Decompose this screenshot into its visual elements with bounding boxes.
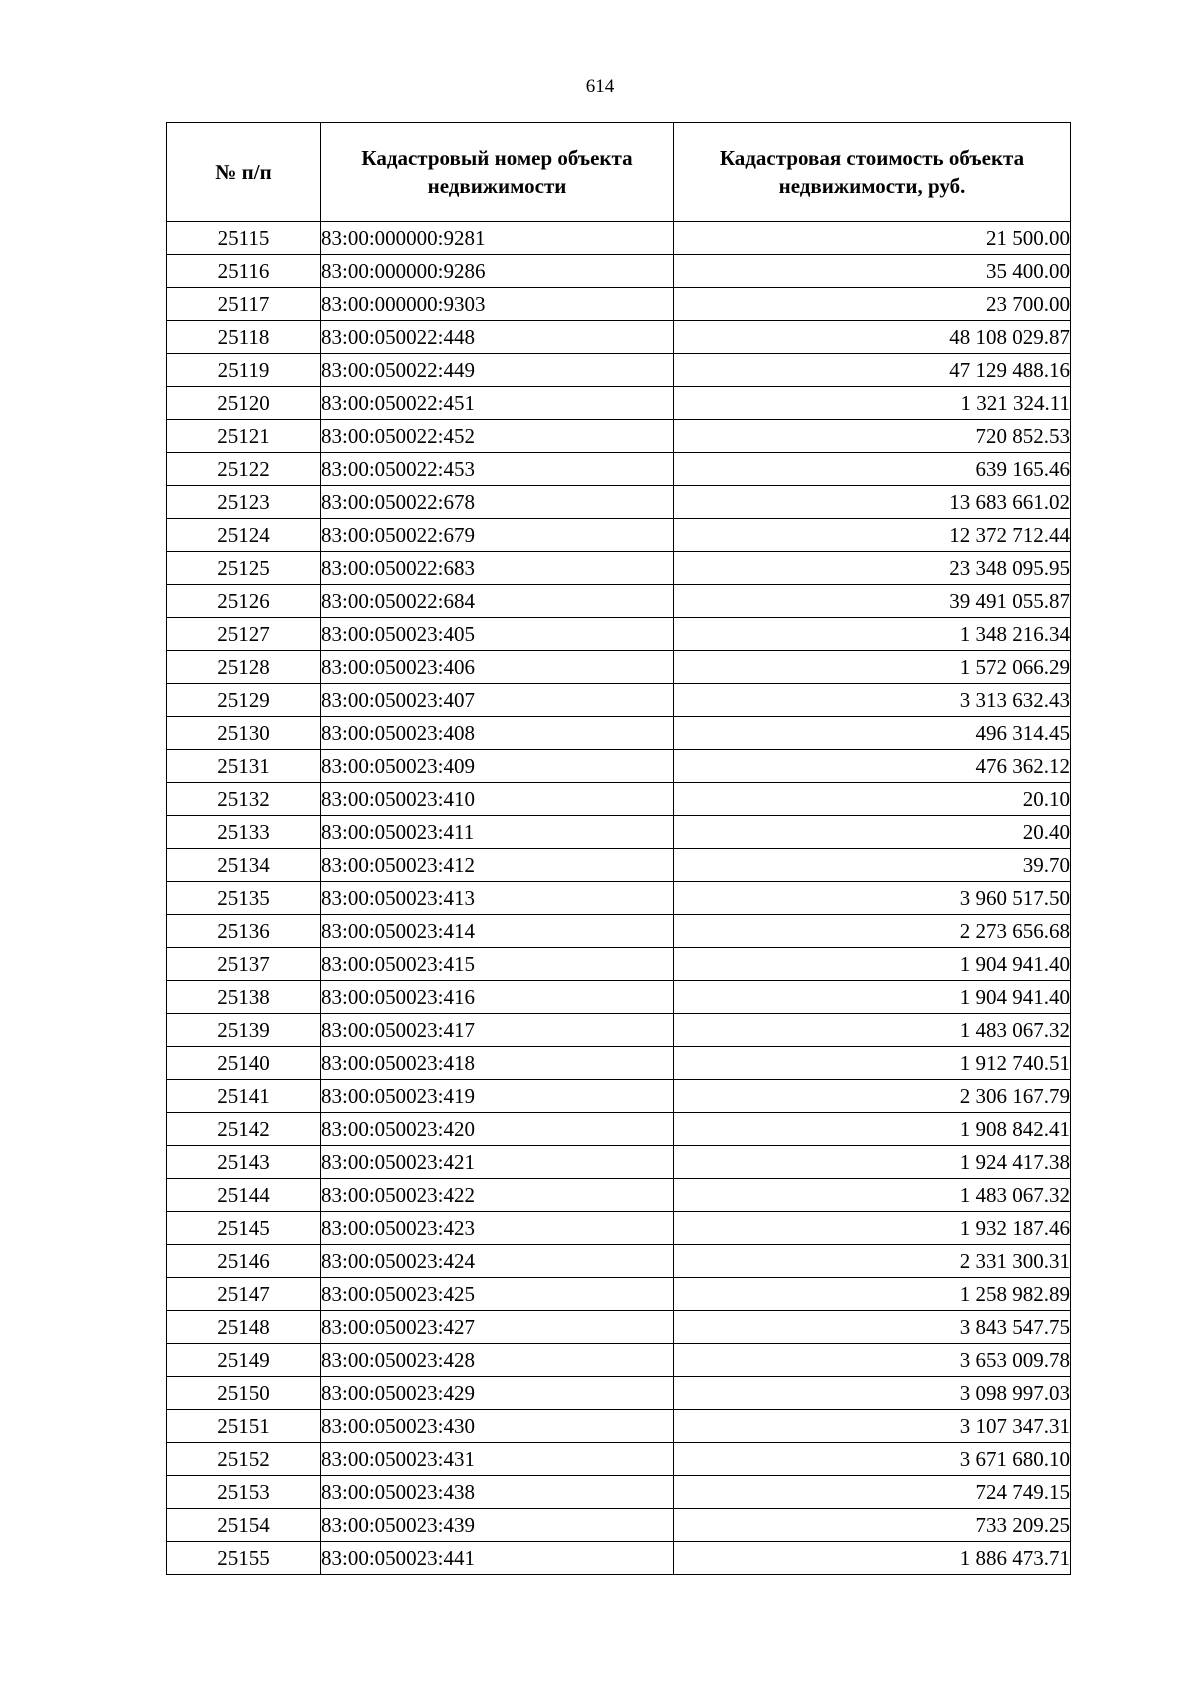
cadastral-number-cell: 83:00:050023:405 — [321, 618, 674, 651]
table-row — [167, 816, 1071, 849]
cadastral-value-cell: 1 321 324.11 — [674, 387, 1071, 420]
cadastral-value-cell: 724 749.15 — [674, 1476, 1071, 1509]
row-number-cell: 25148 — [167, 1311, 321, 1344]
cadastral-number-cell: 83:00:050022:452 — [321, 420, 674, 453]
cadastral-number-cell: 83:00:050022:683 — [321, 552, 674, 585]
cadastral-number-cell: 83:00:050022:678 — [321, 486, 674, 519]
cadastral-value-cell: 1 258 982.89 — [674, 1278, 1071, 1311]
table-row — [167, 651, 1071, 684]
cadastral-number-cell: 83:00:050023:424 — [321, 1245, 674, 1278]
cadastral-number-cell: 83:00:050022:449 — [321, 354, 674, 387]
table-row — [167, 915, 1071, 948]
header-cadastral-number: Кадастровый номер объекта недвижимости — [321, 123, 674, 222]
row-number-cell: 25119 — [167, 354, 321, 387]
cadastral-number-cell: 83:00:050023:427 — [321, 1311, 674, 1344]
cadastral-number-cell: 83:00:050022:453 — [321, 453, 674, 486]
table-row — [167, 1476, 1071, 1509]
row-number-cell: 25146 — [167, 1245, 321, 1278]
cadastral-number-cell: 83:00:000000:9286 — [321, 255, 674, 288]
row-number-cell: 25138 — [167, 981, 321, 1014]
cadastral-value-cell: 39 491 055.87 — [674, 585, 1071, 618]
table-row — [167, 717, 1071, 750]
cadastral-number-cell: 83:00:050023:414 — [321, 915, 674, 948]
table-row — [167, 453, 1071, 486]
table-row — [167, 750, 1071, 783]
row-number-cell: 25135 — [167, 882, 321, 915]
row-number-cell: 25152 — [167, 1443, 321, 1476]
table-row — [167, 288, 1071, 321]
cadastral-value-cell: 20.40 — [674, 816, 1071, 849]
table-row — [167, 1377, 1071, 1410]
cadastral-value-cell: 35 400.00 — [674, 255, 1071, 288]
row-number-cell: 25116 — [167, 255, 321, 288]
table-row — [167, 1014, 1071, 1047]
table-row — [167, 321, 1071, 354]
cadastral-number-cell: 83:00:050023:410 — [321, 783, 674, 816]
cadastral-value-cell: 47 129 488.16 — [674, 354, 1071, 387]
table-row — [167, 519, 1071, 552]
cadastral-value-cell: 12 372 712.44 — [674, 519, 1071, 552]
table-row — [167, 222, 1071, 255]
cadastral-value-cell: 3 313 632.43 — [674, 684, 1071, 717]
row-number-cell: 25136 — [167, 915, 321, 948]
row-number-cell: 25134 — [167, 849, 321, 882]
row-number-cell: 25121 — [167, 420, 321, 453]
table-row — [167, 1344, 1071, 1377]
cadastral-number-cell: 83:00:050023:416 — [321, 981, 674, 1014]
cadastral-number-cell: 83:00:050023:438 — [321, 1476, 674, 1509]
table-body — [167, 222, 1071, 1575]
cadastral-number-cell: 83:00:050023:406 — [321, 651, 674, 684]
row-number-cell: 25132 — [167, 783, 321, 816]
row-number-cell: 25125 — [167, 552, 321, 585]
cadastral-value-cell: 1 908 842.41 — [674, 1113, 1071, 1146]
cadastral-value-cell: 1 886 473.71 — [674, 1542, 1071, 1575]
row-number-cell: 25123 — [167, 486, 321, 519]
row-number-cell: 25145 — [167, 1212, 321, 1245]
table-row — [167, 585, 1071, 618]
cadastral-value-cell: 13 683 661.02 — [674, 486, 1071, 519]
table-row — [167, 684, 1071, 717]
row-number-cell: 25115 — [167, 222, 321, 255]
table-row — [167, 849, 1071, 882]
table-row — [167, 1179, 1071, 1212]
cadastral-value-cell: 1 483 067.32 — [674, 1179, 1071, 1212]
cadastral-number-cell: 83:00:050023:409 — [321, 750, 674, 783]
table-row — [167, 1410, 1071, 1443]
cadastral-number-cell: 83:00:050023:428 — [321, 1344, 674, 1377]
table-row — [167, 354, 1071, 387]
cadastral-number-cell: 83:00:050023:425 — [321, 1278, 674, 1311]
cadastral-number-cell: 83:00:050023:441 — [321, 1542, 674, 1575]
cadastral-value-cell: 2 331 300.31 — [674, 1245, 1071, 1278]
header-row — [167, 123, 1071, 222]
row-number-cell: 25142 — [167, 1113, 321, 1146]
cadastral-value-cell: 48 108 029.87 — [674, 321, 1071, 354]
row-number-cell: 25128 — [167, 651, 321, 684]
table-row — [167, 1047, 1071, 1080]
cadastral-number-cell: 83:00:050022:679 — [321, 519, 674, 552]
row-number-cell: 25139 — [167, 1014, 321, 1047]
cadastral-number-cell: 83:00:050022:684 — [321, 585, 674, 618]
cadastral-value-cell: 496 314.45 — [674, 717, 1071, 750]
row-number-cell: 25127 — [167, 618, 321, 651]
row-number-cell: 25154 — [167, 1509, 321, 1542]
cadastral-value-cell: 733 209.25 — [674, 1509, 1071, 1542]
row-number-cell: 25147 — [167, 1278, 321, 1311]
table-row — [167, 486, 1071, 519]
row-number-cell: 25117 — [167, 288, 321, 321]
cadastral-value-cell: 720 852.53 — [674, 420, 1071, 453]
table-row — [167, 981, 1071, 1014]
cadastral-value-cell: 39.70 — [674, 849, 1071, 882]
cadastral-number-cell: 83:00:050023:423 — [321, 1212, 674, 1245]
row-number-cell: 25149 — [167, 1344, 321, 1377]
cadastral-value-cell: 3 960 517.50 — [674, 882, 1071, 915]
table-row — [167, 1080, 1071, 1113]
cadastral-number-cell: 83:00:050023:431 — [321, 1443, 674, 1476]
table-row — [167, 1245, 1071, 1278]
cadastral-value-cell: 23 348 095.95 — [674, 552, 1071, 585]
cadastral-value-cell: 1 932 187.46 — [674, 1212, 1071, 1245]
page-number: 614 — [585, 76, 615, 97]
cadastral-value-cell: 3 107 347.31 — [674, 1410, 1071, 1443]
cadastral-number-cell: 83:00:050023:418 — [321, 1047, 674, 1080]
table-row — [167, 783, 1071, 816]
row-number-cell: 25124 — [167, 519, 321, 552]
cadastral-number-cell: 83:00:050023:413 — [321, 882, 674, 915]
table-row — [167, 387, 1071, 420]
row-number-cell: 25155 — [167, 1542, 321, 1575]
cadastral-value-cell: 20.10 — [674, 783, 1071, 816]
table-row — [167, 1113, 1071, 1146]
table-row — [167, 1278, 1071, 1311]
table-row — [167, 1146, 1071, 1179]
row-number-cell: 25122 — [167, 453, 321, 486]
header-cadastral-value: Кадастровая стоимость объекта недвижимости, руб. — [674, 123, 1071, 222]
table-row — [167, 1212, 1071, 1245]
table-row — [167, 948, 1071, 981]
cadastral-number-cell: 83:00:050022:451 — [321, 387, 674, 420]
row-number-cell: 25120 — [167, 387, 321, 420]
table-row — [167, 882, 1071, 915]
cadastral-number-cell: 83:00:050023:415 — [321, 948, 674, 981]
row-number-cell: 25118 — [167, 321, 321, 354]
cadastral-value-cell: 1 483 067.32 — [674, 1014, 1071, 1047]
cadastral-number-cell: 83:00:050023:422 — [321, 1179, 674, 1212]
cadastral-number-cell: 83:00:050022:448 — [321, 321, 674, 354]
row-number-cell: 25137 — [167, 948, 321, 981]
cadastral-number-cell: 83:00:000000:9303 — [321, 288, 674, 321]
cadastral-value-cell: 3 843 547.75 — [674, 1311, 1071, 1344]
cadastral-number-cell: 83:00:050023:407 — [321, 684, 674, 717]
cadastral-number-cell: 83:00:050023:421 — [321, 1146, 674, 1179]
row-number-cell: 25151 — [167, 1410, 321, 1443]
row-number-cell: 25153 — [167, 1476, 321, 1509]
cadastral-value-cell: 1 924 417.38 — [674, 1146, 1071, 1179]
cadastral-number-cell: 83:00:050023:419 — [321, 1080, 674, 1113]
cadastral-number-cell: 83:00:050023:429 — [321, 1377, 674, 1410]
row-number-cell: 25150 — [167, 1377, 321, 1410]
cadastral-value-cell: 1 572 066.29 — [674, 651, 1071, 684]
table-row — [167, 255, 1071, 288]
row-number-cell: 25143 — [167, 1146, 321, 1179]
cadastral-value-cell: 1 912 740.51 — [674, 1047, 1071, 1080]
cadastral-value-cell: 21 500.00 — [674, 222, 1071, 255]
cadastral-value-cell: 3 098 997.03 — [674, 1377, 1071, 1410]
cadastral-value-cell: 476 362.12 — [674, 750, 1071, 783]
cadastral-number-cell: 83:00:050023:430 — [321, 1410, 674, 1443]
cadastral-number-cell: 83:00:050023:408 — [321, 717, 674, 750]
table-row — [167, 1311, 1071, 1344]
table-row — [167, 552, 1071, 585]
header-num: № п/п — [167, 123, 321, 222]
table-row — [167, 420, 1071, 453]
cadastral-number-cell: 83:00:050023:417 — [321, 1014, 674, 1047]
row-number-cell: 25140 — [167, 1047, 321, 1080]
cadastral-number-cell: 83:00:000000:9281 — [321, 222, 674, 255]
row-number-cell: 25131 — [167, 750, 321, 783]
cadastral-value-table — [166, 122, 1071, 1575]
cadastral-number-cell: 83:00:050023:420 — [321, 1113, 674, 1146]
row-number-cell: 25130 — [167, 717, 321, 750]
row-number-cell: 25133 — [167, 816, 321, 849]
cadastral-value-cell: 1 904 941.40 — [674, 981, 1071, 1014]
table-header — [167, 123, 1071, 222]
cadastral-number-cell: 83:00:050023:411 — [321, 816, 674, 849]
cadastral-value-cell: 23 700.00 — [674, 288, 1071, 321]
table-row — [167, 1443, 1071, 1476]
table-row — [167, 1509, 1071, 1542]
cadastral-number-cell: 83:00:050023:412 — [321, 849, 674, 882]
cadastral-value-cell: 639 165.46 — [674, 453, 1071, 486]
row-number-cell: 25129 — [167, 684, 321, 717]
cadastral-value-cell: 1 348 216.34 — [674, 618, 1071, 651]
table-row — [167, 1542, 1071, 1575]
cadastral-number-cell: 83:00:050023:439 — [321, 1509, 674, 1542]
row-number-cell: 25126 — [167, 585, 321, 618]
cadastral-value-cell: 3 653 009.78 — [674, 1344, 1071, 1377]
row-number-cell: 25144 — [167, 1179, 321, 1212]
cadastral-value-cell: 1 904 941.40 — [674, 948, 1071, 981]
row-number-cell: 25141 — [167, 1080, 321, 1113]
cadastral-value-cell: 3 671 680.10 — [674, 1443, 1071, 1476]
cadastral-value-cell: 2 273 656.68 — [674, 915, 1071, 948]
cadastral-value-cell: 2 306 167.79 — [674, 1080, 1071, 1113]
table-row — [167, 618, 1071, 651]
